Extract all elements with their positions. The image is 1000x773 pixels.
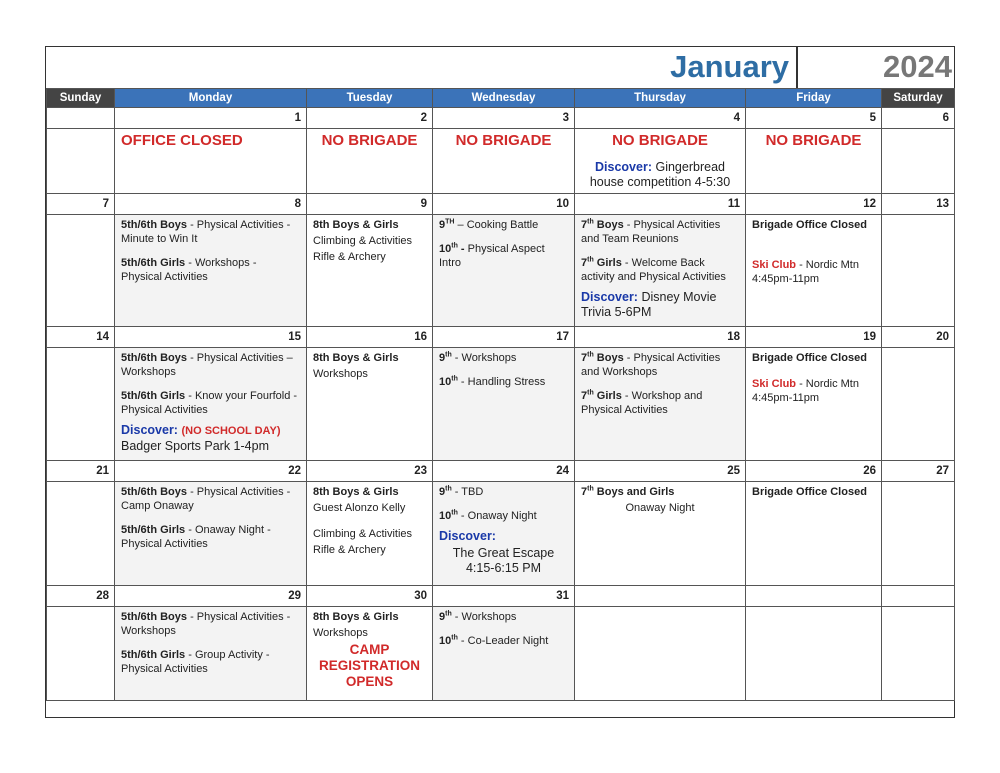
event-text: - Welcome Back activity and Physical Activities bbox=[581, 257, 726, 283]
day-number bbox=[47, 108, 115, 129]
office-closed-note: Brigade Office Closed bbox=[752, 352, 867, 364]
no-brigade-label: NO BRIGADE bbox=[612, 132, 708, 149]
week-4-numbers bbox=[47, 461, 955, 482]
grade-number: 7 bbox=[581, 390, 588, 402]
grade-suffix: th bbox=[451, 509, 458, 517]
event-text: - Physical Activities –Workshops bbox=[121, 352, 293, 378]
day-cell bbox=[115, 215, 307, 327]
grade-suffix: th bbox=[451, 242, 458, 250]
office-closed-label: OFFICE CLOSED bbox=[121, 132, 243, 149]
grade-suffix: th bbox=[587, 351, 594, 359]
discover-text: Disney Movie Trivia 5-6PM bbox=[581, 290, 717, 319]
weekday-friday: Friday bbox=[746, 89, 882, 108]
event-text: Workshops bbox=[313, 627, 368, 639]
day-cell bbox=[433, 607, 575, 701]
grade-number: 10 bbox=[439, 243, 452, 255]
event-entry bbox=[121, 610, 300, 638]
day-cell bbox=[433, 129, 575, 194]
event-text: Climbing & Activities bbox=[313, 235, 413, 247]
grade-suffix: th bbox=[587, 256, 594, 264]
week-1-events bbox=[47, 129, 955, 194]
day-cell bbox=[47, 482, 115, 586]
group-label: Girls bbox=[593, 390, 622, 402]
grade-suffix: th bbox=[587, 389, 594, 397]
event-text: - Workshops bbox=[451, 352, 517, 364]
day-cell bbox=[307, 348, 433, 461]
event-entry bbox=[581, 218, 739, 246]
day-number: 20 bbox=[882, 327, 955, 348]
office-closed-note: Brigade Office Closed bbox=[752, 486, 867, 498]
group-label: 5th/6th Boys bbox=[121, 486, 188, 498]
group-label: 5th/6th Girls bbox=[121, 649, 186, 661]
event-entry bbox=[439, 218, 568, 232]
year-title: 2024 bbox=[883, 49, 952, 84]
day-number: 23 bbox=[307, 461, 433, 482]
day-number: 14 bbox=[47, 327, 115, 348]
calendar-grid bbox=[46, 88, 954, 701]
day-number: 31 bbox=[433, 586, 575, 607]
event-text: - Physical Activities - Workshops bbox=[121, 611, 291, 637]
event-entry bbox=[439, 610, 568, 624]
weekday-wednesday: Wednesday bbox=[433, 89, 575, 108]
grade-suffix: th bbox=[445, 485, 452, 493]
discover-label: Discover: bbox=[581, 290, 638, 304]
day-cell bbox=[115, 129, 307, 194]
event-entry bbox=[121, 256, 300, 284]
event-entry bbox=[439, 242, 568, 270]
event-text: - Know your Fourfold - Physical Activities bbox=[121, 390, 298, 416]
day-number: 30 bbox=[307, 586, 433, 607]
day-cell bbox=[307, 607, 433, 701]
event-entry bbox=[581, 485, 739, 499]
discover-event bbox=[581, 160, 739, 190]
day-cell bbox=[115, 348, 307, 461]
day-cell bbox=[882, 129, 955, 194]
no-school-label: (NO SCHOOL DAY) bbox=[181, 425, 281, 437]
event-entry bbox=[439, 375, 568, 389]
day-number: 22 bbox=[115, 461, 307, 482]
day-cell bbox=[746, 348, 882, 461]
day-number: 5 bbox=[746, 108, 882, 129]
discover-text: Gingerbread house competition 4-5:30 bbox=[589, 160, 731, 189]
event-text: - Workshops bbox=[451, 611, 517, 623]
day-cell bbox=[307, 215, 433, 327]
event-text: - Onaway Night bbox=[457, 510, 537, 522]
event-text: - Workshops - Physical Activities bbox=[121, 257, 257, 283]
day-cell bbox=[882, 348, 955, 461]
grade-number: 10 bbox=[439, 635, 452, 647]
day-number: 2 bbox=[307, 108, 433, 129]
group-label: Girls bbox=[593, 257, 622, 269]
day-cell bbox=[47, 607, 115, 701]
event-text: - Group Activity - Physical Activities bbox=[121, 649, 270, 675]
day-cell bbox=[575, 215, 746, 327]
group-label: 5th/6th Girls bbox=[121, 257, 186, 269]
weekday-saturday: Saturday bbox=[882, 89, 955, 108]
group-label: 8th Boys & Girls bbox=[313, 611, 399, 623]
group-label: 8th Boys & Girls bbox=[313, 486, 399, 498]
day-number bbox=[746, 586, 882, 607]
title-divider bbox=[796, 47, 798, 88]
group-label: 5th/6th Boys bbox=[121, 352, 188, 364]
day-cell bbox=[433, 348, 575, 461]
week-2-events bbox=[47, 215, 955, 327]
day-number: 29 bbox=[115, 586, 307, 607]
no-brigade-label: NO BRIGADE bbox=[455, 132, 552, 149]
event-entry bbox=[121, 523, 300, 551]
discover-label: Discover: bbox=[595, 160, 652, 174]
event-text: - TBD bbox=[451, 486, 484, 498]
week-2-numbers bbox=[47, 194, 955, 215]
day-cell bbox=[307, 482, 433, 586]
no-brigade-label: NO BRIGADE bbox=[321, 132, 418, 149]
day-cell bbox=[882, 482, 955, 586]
week-4-events bbox=[47, 482, 955, 586]
day-number: 1 bbox=[115, 108, 307, 129]
day-number: 11 bbox=[575, 194, 746, 215]
day-number: 15 bbox=[115, 327, 307, 348]
day-cell bbox=[47, 129, 115, 194]
day-cell bbox=[575, 482, 746, 586]
day-number: 24 bbox=[433, 461, 575, 482]
week-3-numbers bbox=[47, 327, 955, 348]
day-cell bbox=[746, 607, 882, 701]
day-cell bbox=[433, 482, 575, 586]
grade-suffix: TH bbox=[445, 218, 455, 226]
group-label: 5th/6th Boys bbox=[121, 219, 188, 231]
day-number: 19 bbox=[746, 327, 882, 348]
weekday-monday: Monday bbox=[115, 89, 307, 108]
day-number: 28 bbox=[47, 586, 115, 607]
group-label: Boys bbox=[593, 352, 624, 364]
day-number: 26 bbox=[746, 461, 882, 482]
event-entry bbox=[752, 258, 875, 286]
week-5-events bbox=[47, 607, 955, 701]
event-text: - Handling Stress bbox=[457, 376, 546, 388]
title-row bbox=[46, 47, 954, 89]
calendar bbox=[45, 46, 955, 718]
day-number: 9 bbox=[307, 194, 433, 215]
day-cell bbox=[746, 129, 882, 194]
group-label: Boys and Girls bbox=[593, 486, 675, 498]
event-text: - Onaway Night - Physical Activities bbox=[121, 524, 271, 550]
event-entry bbox=[439, 634, 568, 648]
camp-registration-label: CAMP REGISTRATION OPENS bbox=[319, 642, 420, 689]
event-text: Rifle & Archery bbox=[313, 544, 386, 556]
event-text: - Physical Activities - Camp Onaway bbox=[121, 486, 291, 512]
day-cell bbox=[115, 607, 307, 701]
grade-number: 7 bbox=[581, 257, 588, 269]
event-entry bbox=[439, 351, 568, 365]
day-number: 3 bbox=[433, 108, 575, 129]
grade-suffix: th bbox=[587, 218, 594, 226]
grade-number: 7 bbox=[581, 352, 588, 364]
grade-number: 10 bbox=[439, 510, 452, 522]
day-number: 25 bbox=[575, 461, 746, 482]
discover-event bbox=[121, 423, 300, 439]
day-cell bbox=[433, 215, 575, 327]
day-cell bbox=[746, 215, 882, 327]
discover-label: Discover: bbox=[439, 529, 496, 543]
grade-suffix: th bbox=[451, 634, 458, 642]
event-entry bbox=[439, 509, 568, 523]
day-number: 12 bbox=[746, 194, 882, 215]
event-text: Climbing & Activities bbox=[313, 528, 413, 540]
week-1-numbers bbox=[47, 108, 955, 129]
grade-number: 7 bbox=[581, 219, 588, 231]
week-3-events bbox=[47, 348, 955, 461]
group-label: 5th/6th Boys bbox=[121, 611, 188, 623]
day-number bbox=[575, 586, 746, 607]
group-label: 5th/6th Girls bbox=[121, 524, 186, 536]
day-cell bbox=[307, 129, 433, 194]
week-5-numbers bbox=[47, 586, 955, 607]
grade-number: 9 bbox=[439, 486, 446, 498]
event-text: Workshops bbox=[313, 368, 368, 380]
event-entry bbox=[439, 485, 568, 499]
weekday-thursday: Thursday bbox=[575, 89, 746, 108]
day-number: 18 bbox=[575, 327, 746, 348]
event-text: Guest Alonzo Kelly bbox=[313, 502, 406, 514]
no-brigade-label: NO BRIGADE bbox=[765, 132, 862, 149]
day-cell bbox=[47, 348, 115, 461]
discover-text: The Great Escape bbox=[452, 546, 555, 560]
day-number: 17 bbox=[433, 327, 575, 348]
event-entry bbox=[121, 648, 300, 676]
event-text: - Physical Activities and Workshops bbox=[581, 352, 721, 378]
event-text: – Cooking Battle bbox=[454, 219, 539, 231]
event-text: - Co-Leader Night bbox=[457, 635, 549, 647]
grade-number: 9 bbox=[439, 352, 446, 364]
event-text: Rifle & Archery bbox=[313, 251, 386, 263]
event-entry bbox=[752, 377, 875, 405]
day-cell bbox=[575, 129, 746, 194]
event-entry bbox=[121, 351, 300, 379]
event-text: Physical Aspect Intro bbox=[439, 243, 545, 269]
weekday-tuesday: Tuesday bbox=[307, 89, 433, 108]
discover-event bbox=[581, 290, 739, 320]
day-number: 16 bbox=[307, 327, 433, 348]
day-number: 21 bbox=[47, 461, 115, 482]
event-text: - Physical Activities and Team Reunions bbox=[581, 219, 721, 245]
grade-suffix: th bbox=[451, 375, 458, 383]
month-title: January bbox=[670, 49, 789, 84]
event-text: - Physical Activities - Minute to Win It bbox=[121, 219, 291, 245]
day-number: 13 bbox=[882, 194, 955, 215]
event-text: - Nordic Mtn 4:45pm-11pm bbox=[752, 378, 859, 404]
day-cell bbox=[882, 607, 955, 701]
event-entry bbox=[581, 351, 739, 379]
group-label: 8th Boys & Girls bbox=[313, 219, 399, 231]
grade-number: 9 bbox=[439, 219, 446, 231]
dash: - bbox=[457, 243, 468, 255]
weekday-sunday: Sunday bbox=[47, 89, 115, 108]
day-cell bbox=[746, 482, 882, 586]
event-entry bbox=[121, 485, 300, 513]
day-cell bbox=[575, 607, 746, 701]
grade-suffix: th bbox=[445, 351, 452, 359]
weekday-header bbox=[47, 89, 955, 108]
day-number: 4 bbox=[575, 108, 746, 129]
grade-number: 7 bbox=[581, 486, 588, 498]
grade-number: 10 bbox=[439, 376, 452, 388]
discover-time: 4:15-6:15 PM bbox=[465, 561, 542, 575]
event-entry bbox=[121, 389, 300, 417]
group-label: 8th Boys & Girls bbox=[313, 352, 399, 364]
discover-label: Discover: bbox=[121, 423, 178, 437]
event-entry bbox=[581, 256, 739, 284]
day-number: 10 bbox=[433, 194, 575, 215]
grade-number: 9 bbox=[439, 611, 446, 623]
day-number: 7 bbox=[47, 194, 115, 215]
event-text: - Nordic Mtn 4:45pm-11pm bbox=[752, 259, 859, 285]
discover-text: Badger Sports Park 1-4pm bbox=[121, 439, 269, 453]
day-cell bbox=[575, 348, 746, 461]
day-cell bbox=[47, 215, 115, 327]
office-closed-note: Brigade Office Closed bbox=[752, 219, 867, 231]
day-number: 6 bbox=[882, 108, 955, 129]
event-text: - Workshop and Physical Activities bbox=[581, 390, 703, 416]
day-number: 27 bbox=[882, 461, 955, 482]
grade-suffix: th bbox=[587, 485, 594, 493]
event-entry bbox=[121, 218, 300, 246]
group-label: Boys bbox=[593, 219, 624, 231]
day-cell bbox=[115, 482, 307, 586]
day-number bbox=[882, 586, 955, 607]
group-label: 5th/6th Girls bbox=[121, 390, 186, 402]
ski-club-label: Ski Club bbox=[752, 259, 797, 271]
day-number: 8 bbox=[115, 194, 307, 215]
grade-suffix: th bbox=[445, 610, 452, 618]
ski-club-label: Ski Club bbox=[752, 378, 797, 390]
event-text: Onaway Night bbox=[625, 502, 695, 514]
event-entry bbox=[581, 389, 739, 417]
day-cell bbox=[882, 215, 955, 327]
